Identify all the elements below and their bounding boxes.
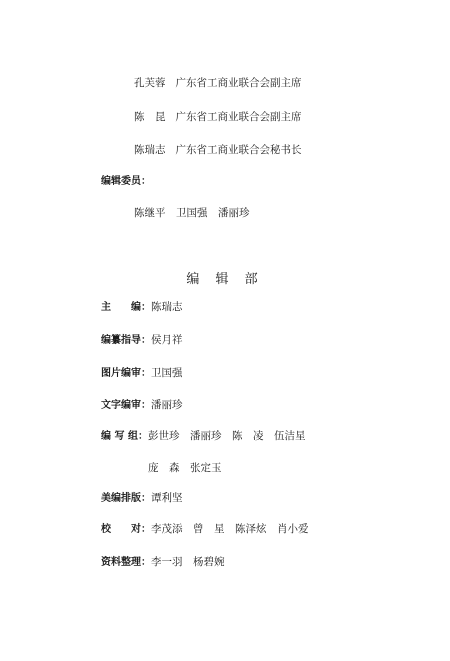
compilation-guide-row [101,333,183,348]
entry-value: 卫国强 [151,367,183,379]
entry-label: 资料整理： [101,557,151,568]
entry-label: 美编排版： [101,493,151,504]
entry-value: 庞 森 张定玉 [148,462,222,474]
editorial-dept-heading: 编 辑 部 [186,272,264,287]
proofreading-row [101,522,309,537]
entry-value: 潘丽珍 [151,399,183,411]
text-editor-row [101,398,183,413]
writing-group-continued-row [148,461,222,475]
entry-label: 主 编： [101,302,151,313]
entry-value: 侯月祥 [151,334,183,346]
entry-value: 彭世珍 潘丽珍 陈 凌 伍洁星 [147,430,306,442]
vice-chair-row [134,76,302,90]
entry-label: 校 对： [101,524,151,535]
entry-value: 李一羽 杨碧婉 [151,556,225,568]
entry-value: 谭利坚 [151,492,183,504]
secretary-general-title: 广东省工商业联合会秘书长 [175,144,302,156]
secretary-general-name: 陈瑞志 [134,144,166,156]
writing-group-row [101,429,305,444]
entry-label: 文字编审： [101,400,151,411]
secretary-general-row [134,143,302,157]
photo-editor-row [101,366,183,381]
entry-value: 陈瑞志 [151,301,183,313]
entry-value: 李茂添 曾 星 陈泽炫 肖小爱 [151,523,309,535]
vice-chair-title: 广东省工商业联合会副主席 [175,77,302,89]
entry-label: 图片编审： [101,368,151,379]
entry-label: 编纂指导： [101,335,151,346]
vice-chair-row [134,110,302,124]
vice-chair-title: 广东省工商业联合会副主席 [175,111,302,123]
editorial-committee-members: 陈继平 卫国强 潘丽珍 [134,207,250,219]
vice-chair-name: 孔芙蓉 [134,77,166,89]
layout-design-row [101,491,183,506]
entry-label: 编 写 组： [101,431,148,442]
vice-chair-name: 陈 昆 [134,111,166,123]
editorial-committee-label: 编辑委员： [101,176,151,187]
data-collection-row [101,555,225,570]
editor-in-chief-row [101,300,183,315]
